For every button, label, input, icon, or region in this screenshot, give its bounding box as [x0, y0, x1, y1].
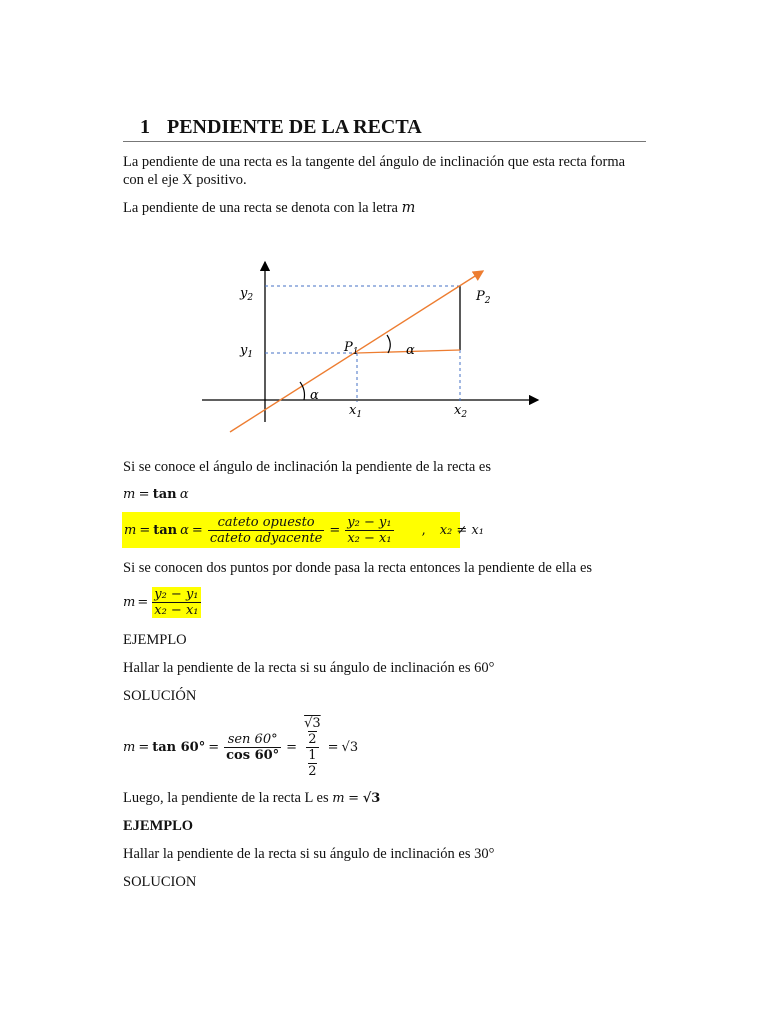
example-1-problem: Hallar la pendiente de la recta si su ángulo de inclinación es 60° — [123, 660, 495, 676]
section-title: PENDIENTE DE LA RECTA — [167, 116, 422, 138]
two-points-formula: m = $\frac{\text{y₂ − y₁}}{\text{x₂ − x₁}}$ — [123, 586, 199, 618]
solution-1-label: SOLUCIÓN — [123, 688, 197, 704]
coordinate-fraction: $\frac{\text{y₂ − y₁}}{\text{x₂ − x₁}}$ — [347, 514, 392, 546]
two-points-paragraph: Si se conocen dos puntos por donde pasa la recta entonces la pendiente de ella es — [123, 560, 593, 576]
sen-cos-fraction: $\frac{\text{sen 60°}}{\cos 60^\circ}$ — [226, 731, 280, 763]
tan60-formula: m = tan 60° = $\frac{\text{sen 60°}}{\cos 60^\circ}$ = √3 2 1 2 = √3 — [123, 715, 359, 779]
example-2-label: EJEMPLO — [123, 818, 194, 834]
definition-paragraph: La pendiente de una recta es la tangente del ángulo de inclinación que esta recta forma con el eje X positivo. — [123, 154, 626, 188]
solution-2-label: SOLUCION — [123, 874, 197, 890]
slope-tan-formula: m = tan α — [123, 487, 189, 502]
notation-paragraph: La pendiente de una recta se denota con la letra m — [123, 200, 416, 216]
label-x1: $x_1$ — [349, 403, 363, 420]
label-x2: $x_2$ — [454, 403, 468, 420]
example-1-label: EJEMPLO — [123, 632, 187, 648]
label-p1: $P_1$ — [344, 340, 359, 357]
label-y1: $y_1$ — [240, 343, 254, 360]
label-y2: $y_2$ — [240, 286, 254, 303]
section-number: 1 — [140, 116, 150, 138]
angle-arc-p1 — [387, 335, 390, 353]
conclusion-line: Luego, la pendiente de la recta L es m = √3 — [123, 790, 381, 806]
label-p2: $P_2$ — [476, 289, 491, 306]
heading-rule — [123, 141, 646, 142]
slope-diagram — [180, 250, 560, 440]
slope-definition-formula: m = tan α = $\frac{\text{cateto opuesto}}{\text{cateto adyacente}}$ = $\frac{\text{y₂ − y₁}}{\text{x₂ − x₁}}$ , x₂ ≠ x₁ — [122, 512, 460, 548]
example-2-problem: Hallar la pendiente de la recta si su ángulo de inclinación es 30° — [123, 846, 495, 862]
label-alpha-origin: α — [310, 388, 319, 403]
label-alpha-p1: α — [406, 343, 415, 358]
nested-fraction: √3 2 1 2 — [304, 715, 321, 779]
two-points-fraction: $\frac{\text{y₂ − y₁}}{\text{x₂ − x₁}}$ — [154, 586, 199, 618]
cateto-fraction: $\frac{\text{cateto opuesto}}{\text{cateto adyacente}}$ — [209, 514, 323, 546]
angle-slope-paragraph: Si se conoce el ángulo de inclinación la pendiente de la recta es — [123, 459, 491, 475]
section-heading — [140, 116, 422, 139]
